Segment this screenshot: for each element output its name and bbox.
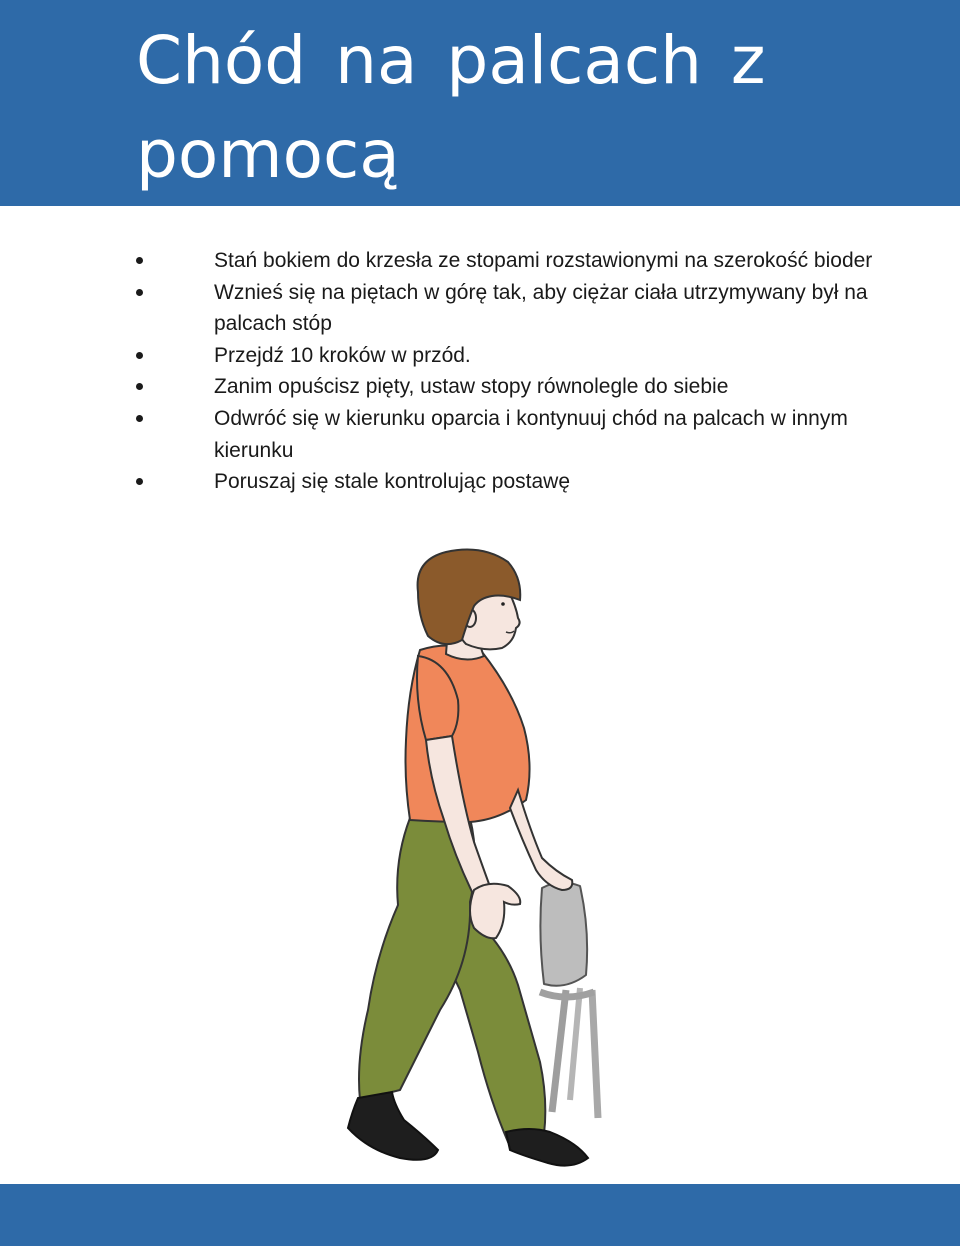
instruction-text: Odwróć się w kierunku oparcia i kontynuuj chód na palcach w innym kierunku (214, 406, 848, 462)
front-shoe (348, 1092, 438, 1160)
list-item (136, 245, 896, 277)
instruction-text: Wznieś się na piętach w górę tak, aby ciężar ciała utrzymywany był na palcach stóp (214, 280, 868, 336)
instruction-text: Stań bokiem do krzesła ze stopami rozstawionymi na szerokość bioder (214, 249, 873, 272)
chair-back (540, 882, 587, 985)
instruction-text: Zanim opuścisz pięty, ustaw stopy równolegle do siebie (214, 375, 729, 399)
bullet-icon (136, 257, 143, 264)
list-item (136, 403, 896, 466)
bullet-icon (136, 383, 143, 390)
far-arm (510, 790, 572, 890)
list-item (136, 371, 896, 403)
instruction-text: Poruszaj się stale kontrolując postawę (214, 470, 571, 494)
woman-walking-on-toes-beside-chair-illustration (330, 548, 630, 1178)
chair-icon (540, 882, 598, 1118)
header-band (0, 0, 960, 206)
list-item (136, 466, 896, 498)
back-shoe (506, 1129, 588, 1166)
hand (470, 884, 520, 939)
page-title: Chód na palcach z pomocą (136, 22, 766, 193)
bullet-icon (136, 289, 143, 296)
bullet-icon (136, 352, 143, 359)
bullet-icon (136, 415, 143, 422)
instruction-text: Przejdź 10 kroków w przód. (214, 343, 471, 367)
eye (501, 602, 505, 606)
list-item (136, 340, 896, 372)
instruction-list (136, 245, 896, 498)
bullet-icon (136, 478, 143, 485)
list-item (136, 277, 896, 340)
footer-band (0, 1184, 960, 1246)
